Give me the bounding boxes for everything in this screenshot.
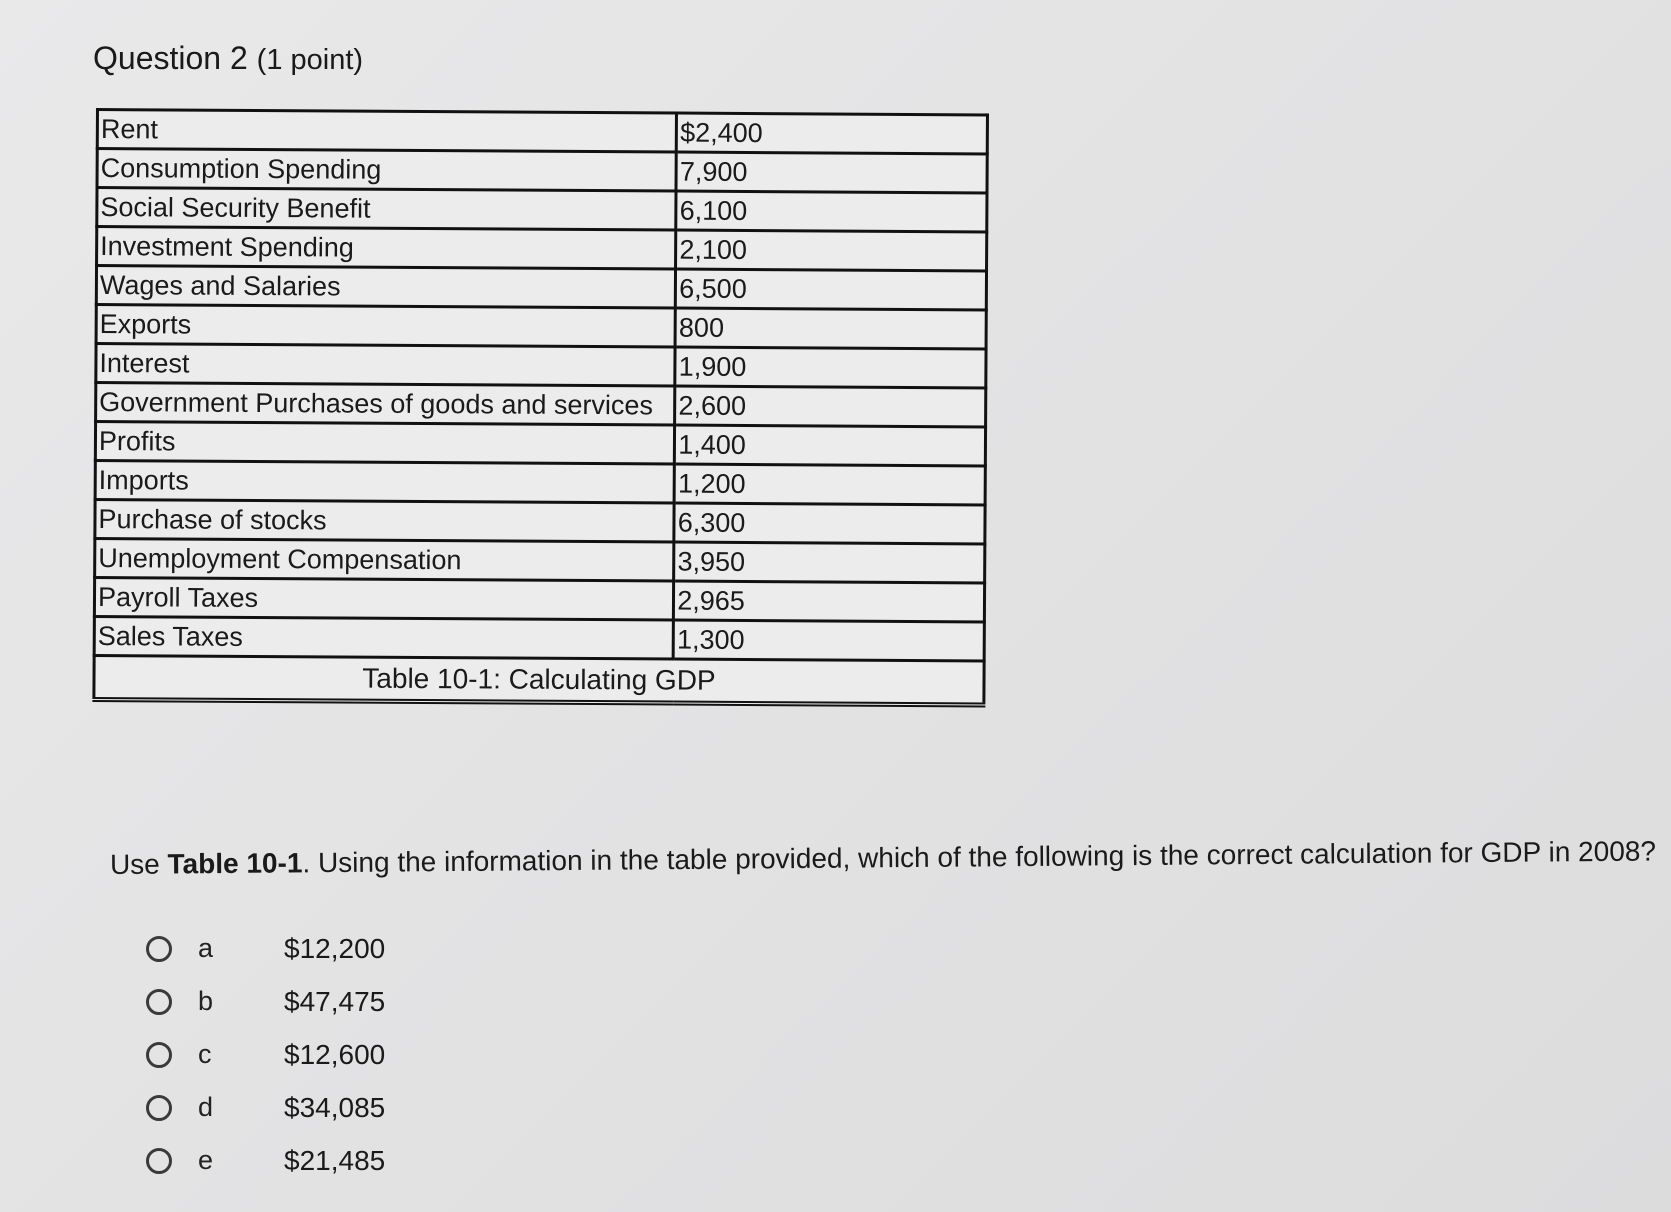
table-row — [97, 227, 987, 271]
answer-option-b[interactable] — [146, 975, 386, 1028]
row-label: Rent — [97, 110, 677, 153]
row-label: Purchase of stocks — [95, 500, 675, 543]
table-row — [96, 383, 986, 427]
row-label: Wages and Salaries — [96, 266, 676, 309]
row-value: 6,100 — [676, 191, 987, 232]
question-prompt — [110, 834, 1656, 883]
row-label: Profits — [95, 422, 675, 465]
option-value: $12,200 — [284, 932, 386, 964]
row-value: 1,900 — [675, 347, 986, 388]
row-value: 6,500 — [676, 269, 987, 310]
question-header — [93, 38, 363, 80]
table-row — [95, 422, 985, 466]
option-letter: b — [198, 986, 214, 1016]
table-row — [97, 149, 987, 193]
radio-button-icon[interactable] — [146, 1095, 172, 1121]
question-points: (1 point) — [256, 44, 364, 76]
table-caption: Table 10-1: Calculating GDP — [94, 655, 984, 704]
row-value: 1,400 — [675, 425, 986, 466]
table-caption-row — [94, 655, 984, 704]
row-value: 1,300 — [673, 620, 984, 661]
option-value: $47,475 — [284, 985, 386, 1017]
row-label: Social Security Benefit — [97, 188, 677, 231]
table-row — [96, 305, 986, 349]
option-value: $34,085 — [284, 1091, 386, 1123]
radio-button-icon[interactable] — [146, 936, 172, 962]
answer-option-c[interactable] — [146, 1028, 386, 1081]
row-value: 3,950 — [674, 542, 985, 583]
row-label: Exports — [96, 305, 676, 348]
row-label: Government Purchases of goods and services — [96, 383, 676, 426]
option-letter: c — [198, 1039, 212, 1069]
table-row — [97, 110, 987, 154]
row-label: Payroll Taxes — [94, 578, 674, 621]
prompt-table-ref: Table 10-1 — [167, 847, 303, 880]
table-row — [94, 616, 984, 660]
answer-option-e[interactable] — [146, 1134, 386, 1187]
row-value: 2,100 — [676, 230, 987, 271]
row-value: 2,600 — [675, 386, 986, 427]
table-row — [96, 344, 986, 388]
radio-button-icon[interactable] — [146, 1148, 172, 1174]
prompt-rest: . Using the information in the table provided, which of the following is the correct calculation for GDP in 2008? — [302, 835, 1657, 879]
answer-option-a[interactable] — [146, 922, 386, 975]
option-letter: a — [198, 933, 214, 963]
option-letter: d — [198, 1092, 214, 1122]
option-value: $12,600 — [284, 1038, 386, 1070]
row-label: Unemployment Compensation — [95, 539, 675, 582]
row-value: 7,900 — [676, 152, 987, 193]
row-value: 2,965 — [674, 581, 985, 622]
question-title: Question 2 — [93, 40, 248, 76]
table-row — [95, 461, 985, 505]
row-label: Consumption Spending — [97, 149, 677, 192]
option-value: $21,485 — [284, 1144, 386, 1176]
prompt-lead: Use — [109, 848, 168, 880]
row-label: Imports — [95, 461, 675, 504]
answer-options — [146, 922, 386, 1187]
table-row — [94, 578, 984, 622]
row-value: 6,300 — [674, 503, 985, 544]
row-label: Sales Taxes — [94, 616, 674, 659]
table-row — [95, 539, 985, 583]
table-row — [95, 500, 985, 544]
radio-button-icon[interactable] — [146, 1042, 172, 1068]
row-value: 800 — [675, 308, 986, 349]
gdp-table-container — [92, 108, 989, 707]
answer-option-d[interactable] — [146, 1081, 386, 1134]
row-value: 1,200 — [674, 464, 985, 505]
option-letter: e — [198, 1145, 214, 1175]
table-row — [96, 266, 986, 310]
row-label: Interest — [96, 344, 676, 387]
row-label: Investment Spending — [97, 227, 677, 270]
row-value: $2,400 — [677, 113, 988, 154]
radio-button-icon[interactable] — [146, 989, 172, 1015]
gdp-table — [92, 108, 989, 707]
table-row — [97, 188, 987, 232]
